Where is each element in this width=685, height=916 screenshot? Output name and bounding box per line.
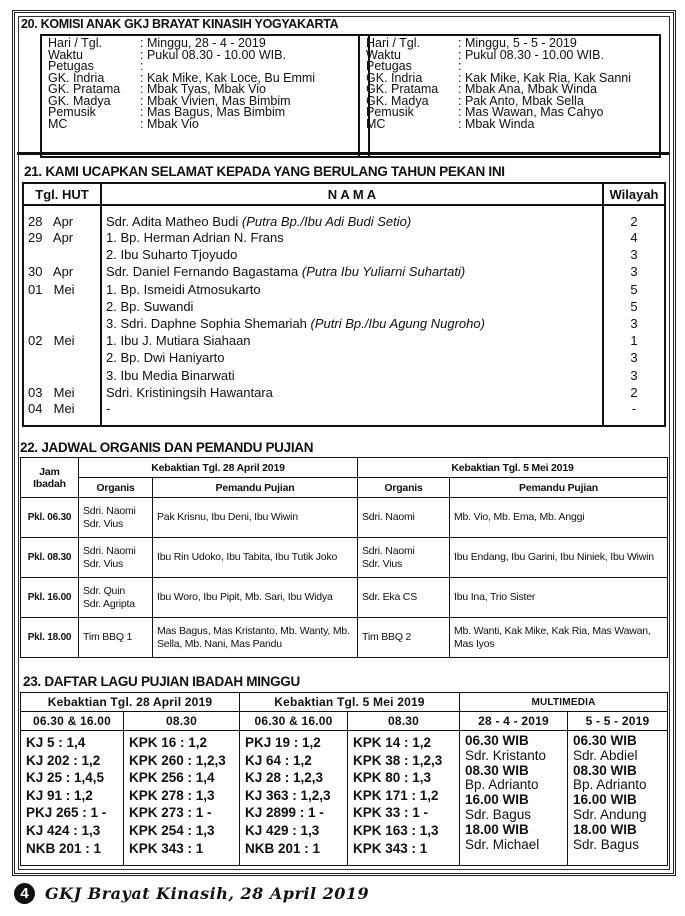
song-entry: KPK 80 : 1,3 — [353, 770, 432, 786]
pemandu-28-april: Ibu Woro, Ibu Pipit, Mb. Sari, Ibu Widya — [153, 578, 358, 618]
songs-28-april-early — [21, 731, 124, 866]
birthday-row — [23, 315, 665, 332]
organist-name: Sdri. Naomi — [83, 504, 136, 517]
birthday-wilayah: 2 — [603, 384, 665, 401]
schedule-value: : Mbak Vio — [140, 119, 199, 131]
birthday-table-header — [23, 183, 665, 205]
schedule-value: : Kak Mike, Kak Ria, Kak Sanni — [458, 73, 631, 85]
header-organis-1: Organis — [79, 478, 153, 498]
organist-name: Sdr. Agripta — [83, 597, 135, 610]
schedule-label: GK. Pratama — [366, 82, 439, 96]
schedule-box-5-mei — [358, 34, 661, 158]
multimedia-person: Bp. Adrianto — [573, 777, 647, 793]
multimedia-person: Sdr. Andung — [573, 806, 647, 822]
multimedia-person: Sdr. Bagus — [465, 806, 532, 822]
birthday-day: 03 — [28, 384, 43, 400]
service-time: Pkl. 06.30 — [21, 498, 79, 538]
birthday-row — [23, 367, 665, 384]
birthday-name-cell — [101, 401, 603, 426]
birthday-name-cell — [101, 367, 603, 384]
multimedia-person: Sdr. Bagus — [573, 836, 640, 852]
birthday-row — [23, 246, 665, 263]
song-entry: KPK 343 : 1 — [353, 840, 428, 856]
birthday-date — [23, 205, 101, 229]
header-s1-0830: 08.30 — [124, 712, 240, 731]
schedule-label: GK. Indria — [366, 70, 423, 85]
song-entry: KPK 273 : 1 - — [129, 805, 212, 821]
birthday-wilayah: 5 — [603, 298, 665, 315]
organist-row — [21, 578, 668, 618]
page-number-badge: 4 — [14, 883, 35, 904]
header-s2-0830: 08.30 — [348, 712, 460, 731]
birthday-wilayah: 3 — [603, 367, 665, 384]
birthday-note: (Putra Bp./Ibu Adi Budi Setio) — [241, 213, 412, 229]
birthday-wilayah: 3 — [603, 315, 665, 332]
section-20-title: 20. KOMISI ANAK GKJ BRAYAT KINASIH YOGYAKARTA — [21, 17, 339, 31]
birthday-row — [23, 349, 665, 366]
song-entry: KPK 171 : 1,2 — [353, 787, 439, 803]
schedule-label: Waktu — [366, 47, 401, 62]
birthday-day: 04 — [28, 401, 43, 417]
schedule-row — [366, 116, 653, 131]
birthday-date — [23, 349, 101, 366]
birthday-date — [23, 298, 101, 315]
song-entry: KPK 343 : 1 — [129, 840, 204, 856]
birthday-day: 01 — [28, 281, 43, 297]
organist-name: Sdr. Vius — [83, 517, 124, 530]
birthday-date — [23, 281, 101, 298]
birthday-month: Mei — [53, 384, 75, 400]
header-jam: Jam — [39, 465, 60, 478]
birthday-day: 30 — [28, 264, 43, 280]
birthday-name: 3. Sdri. Daphne Sophia Shemariah — [106, 316, 307, 332]
birthday-month: Apr — [52, 264, 74, 280]
birthday-row — [23, 281, 665, 298]
schedule-label: Pemusik — [366, 105, 414, 119]
schedule-row — [48, 116, 362, 131]
organist-28-april — [79, 538, 153, 578]
organist-5-mei — [358, 578, 450, 618]
birthday-name-cell — [101, 332, 603, 349]
birthday-date — [23, 263, 101, 280]
birthday-month: Apr — [52, 213, 74, 229]
organist-name: Sdri. Naomi — [362, 511, 415, 523]
schedule-row — [48, 47, 362, 62]
pemandu-5-mei: Ibu Endang, Ibu Garini, Ibu Niniek, Ibu Wiwin — [450, 538, 668, 578]
song-entry: KPK 163 : 1,3 — [353, 822, 439, 838]
song-entry: KPK 254 : 1,3 — [129, 822, 215, 838]
multimedia-time: 06.30 WIB — [465, 733, 529, 748]
schedule-label: Petugas — [48, 59, 94, 73]
header-pemandu-1: Pemandu Pujian — [153, 478, 358, 498]
song-entry: KJ 202 : 1,2 — [26, 752, 101, 768]
birthday-name-cell — [101, 263, 603, 280]
schedule-label: Petugas — [366, 59, 412, 73]
birthday-row — [23, 229, 665, 246]
schedule-value: : Minggu, 28 - 4 - 2019 — [140, 38, 266, 50]
song-entry: KJ 91 : 1,2 — [26, 787, 93, 803]
birthday-row — [23, 263, 665, 280]
birthday-row — [23, 298, 665, 315]
birthday-name: 2. Ibu Suharto Tjoyudo — [106, 247, 238, 263]
header-s2-early: 06.30 & 16.00 — [240, 712, 348, 731]
song-entry: NKB 201 : 1 — [245, 840, 321, 856]
birthday-date — [23, 401, 101, 426]
birthday-row — [23, 205, 665, 229]
organist-28-april — [79, 498, 153, 538]
birthday-date — [23, 229, 101, 246]
schedule-value: : Minggu, 5 - 5 - 2019 — [458, 38, 577, 50]
header-service-28-april: Kebaktian Tgl. 28 April 2019 — [79, 458, 358, 478]
song-table — [20, 692, 668, 866]
schedule-label: Pemusik — [48, 105, 96, 119]
song-entry: KJ 64 : 1,2 — [245, 752, 312, 768]
schedule-value: : Pak Anto, Mbak Sella — [458, 96, 584, 108]
birthday-month: Mei — [53, 281, 75, 297]
pemandu-28-april: Pak Krisnu, Ibu Deni, Ibu Wiwin — [153, 498, 358, 538]
schedule-box-28-april — [40, 34, 370, 158]
header-jam-ibadah — [21, 458, 79, 498]
organist-5-mei — [358, 498, 450, 538]
birthday-name: 2. Bp. Dwi Haniyarto — [106, 350, 225, 366]
schedule-row — [48, 107, 362, 119]
multimedia-time: 18.00 WIB — [465, 821, 529, 837]
schedule-value: : Mbak Tyas, Mbak Vio — [140, 84, 266, 96]
multimedia-person: Sdr. Kristanto — [465, 747, 547, 763]
multimedia-time: 18.00 WIB — [573, 821, 637, 837]
header-ibadah: Ibadah — [33, 477, 66, 490]
pemandu-28-april: Mas Bagus, Mas Kristanto, Mb. Wanty, Mb. Sella, Mb. Nani, Mas Pandu — [153, 618, 358, 658]
song-entry: KJ 2899 : 1 - — [245, 805, 324, 821]
song-entry: KJ 28 : 1,2,3 — [245, 770, 324, 786]
birthday-wilayah: 3 — [603, 349, 665, 366]
organist-row — [21, 618, 668, 658]
birthday-wilayah: - — [603, 401, 665, 426]
song-entry: NKB 201 : 1 — [26, 840, 102, 856]
birthday-name-cell — [101, 281, 603, 298]
birthday-name: 2. Bp. Suwandi — [106, 298, 194, 314]
schedule-label: GK. Pratama — [48, 82, 121, 96]
song-entry: KPK 33 : 1 - — [353, 805, 429, 821]
organist-table — [20, 457, 668, 658]
header-mm-28-april: 28 - 4 - 2019 — [460, 712, 568, 731]
header-pemandu-2: Pemandu Pujian — [450, 478, 668, 498]
schedule-value: : Mas Wawan, Mas Cahyo — [458, 107, 603, 119]
song-entry: KJ 363 : 1,2,3 — [245, 787, 331, 803]
pemandu-28-april: Ibu Rin Udoko, Ibu Tabita, Ibu Tutik Joko — [153, 538, 358, 578]
schedule-label: GK. Madya — [366, 93, 429, 108]
organist-5-mei — [358, 538, 450, 578]
birthday-wilayah: 5 — [603, 281, 665, 298]
schedule-value: : Kak Mike, Kak Loce, Bu Emmi — [140, 73, 315, 85]
song-entry: PKJ 19 : 1,2 — [245, 735, 321, 750]
schedule-label: GK. Madya — [48, 93, 111, 108]
pemandu-5-mei: Mb. Vio, Mb. Ema, Mb. Anggi — [450, 498, 668, 538]
footer-text: GKJ Brayat Kinasih, 28 April 2019 — [45, 883, 370, 903]
birthday-name-cell — [101, 246, 603, 263]
section-22-title: 22. JADWAL ORGANIS DAN PEMANDU PUJIAN — [20, 440, 314, 455]
birthday-month: Mei — [53, 333, 75, 349]
birthday-row — [23, 384, 665, 401]
birthday-date — [23, 246, 101, 263]
multimedia-time: 06.30 WIB — [573, 733, 637, 748]
song-entry: KJ 424 : 1,3 — [26, 822, 101, 838]
birthday-name-cell — [101, 298, 603, 315]
schedule-label: GK. Indria — [48, 70, 105, 85]
song-entry: KPK 16 : 1,2 — [129, 735, 208, 750]
schedule-label: Hari / Tgl. — [48, 36, 102, 50]
multimedia-28-april — [460, 731, 568, 866]
header-s1-early: 06.30 & 16.00 — [21, 712, 124, 731]
birthday-wilayah: 3 — [603, 246, 665, 263]
multimedia-time: 16.00 WIB — [465, 792, 529, 808]
header-organis-2: Organis — [358, 478, 450, 498]
song-entry: KJ 25 : 1,4,5 — [26, 770, 105, 786]
schedule-value: : Pukul 08.30 - 10.00 WIB. — [140, 50, 286, 62]
birthday-note: (Putra Ibu Yuliarni Suhartati) — [301, 264, 466, 280]
birthday-date — [23, 384, 101, 401]
section-23-title: 23. DAFTAR LAGU PUJIAN IBADAH MINGGU — [23, 674, 300, 689]
organist-row — [21, 538, 668, 578]
organist-row — [21, 498, 668, 538]
organist-name: Tim BBQ 2 — [362, 631, 412, 643]
birthday-wilayah: 2 — [603, 205, 665, 229]
birthday-name-cell — [101, 205, 603, 229]
service-time: Pkl. 08.30 — [21, 538, 79, 578]
birthday-date — [23, 315, 101, 332]
section-divider — [17, 152, 669, 155]
song-entry: KPK 256 : 1,4 — [129, 770, 215, 786]
page-footer — [14, 880, 369, 906]
schedule-label: Waktu — [48, 47, 83, 62]
schedule-label: MC — [366, 116, 386, 131]
header-multimedia: MULTIMEDIA — [460, 693, 668, 712]
birthday-name-cell — [101, 315, 603, 332]
birthday-name: 1. Bp. Herman Adrian N. Frans — [106, 230, 284, 246]
schedule-label: Hari / Tgl. — [366, 36, 420, 50]
birthday-table — [22, 182, 666, 427]
multimedia-person: Bp. Adrianto — [465, 777, 539, 793]
song-entry: KPK 260 : 1,2,3 — [129, 752, 226, 768]
service-time: Pkl. 18.00 — [21, 618, 79, 658]
organist-name: Sdri. Naomi — [362, 544, 415, 557]
multimedia-person: Sdr. Abdiel — [573, 747, 638, 763]
multimedia-time: 16.00 WIB — [573, 792, 637, 808]
birthday-date — [23, 332, 101, 349]
song-entry: KPK 14 : 1,2 — [353, 735, 432, 750]
organist-28-april — [79, 578, 153, 618]
birthday-date — [23, 367, 101, 384]
organist-name: Sdri. Naomi — [83, 544, 136, 557]
pemandu-5-mei: Ibu Ina, Trio Sister — [450, 578, 668, 618]
header-service-28-april: Kebaktian Tgl. 28 April 2019 — [21, 693, 240, 712]
birthday-name: Sdr. Daniel Fernando Bagastama — [106, 264, 299, 280]
songs-5-mei-0830 — [348, 731, 460, 866]
songs-5-mei-early — [240, 731, 348, 866]
organist-5-mei — [358, 618, 450, 658]
service-time: Pkl. 16.00 — [21, 578, 79, 618]
songs-28-april-0830 — [124, 731, 240, 866]
birthday-day: 28 — [28, 213, 43, 229]
birthday-day: 29 — [28, 230, 43, 246]
birthday-name: 3. Ibu Media Binarwati — [106, 367, 235, 383]
birthday-name: Sdr. Adita Matheo Budi — [106, 213, 239, 229]
song-entry: KJ 429 : 1,3 — [245, 822, 320, 838]
birthday-name: - — [106, 401, 111, 417]
section-komisi-anak — [18, 14, 670, 154]
header-wilayah: Wilayah — [603, 183, 665, 205]
birthday-wilayah: 3 — [603, 263, 665, 280]
song-entry: KPK 38 : 1,2,3 — [353, 752, 443, 768]
header-tgl-hut: Tgl. HUT — [23, 183, 101, 205]
organist-name: Sdr. Vius — [362, 557, 403, 570]
birthday-note: (Putri Bp./Ibu Agung Nugroho) — [310, 316, 485, 332]
organist-name: Sdr. Quin — [83, 584, 125, 597]
birthday-day: 02 — [28, 333, 43, 349]
birthday-name-cell — [101, 384, 603, 401]
birthday-name-cell — [101, 229, 603, 246]
birthday-wilayah: 4 — [603, 229, 665, 246]
song-entry: PKJ 265 : 1 - — [26, 805, 107, 821]
song-entry: KJ 5 : 1,4 — [26, 735, 86, 750]
birthday-wilayah: 1 — [603, 332, 665, 349]
multimedia-person: Sdr. Michael — [465, 836, 540, 852]
birthday-row — [23, 332, 665, 349]
birthday-name: 1. Bp. Ismeidi Atmosukarto — [106, 281, 261, 297]
schedule-value: : Mas Bagus, Mas Bimbim — [140, 107, 285, 119]
schedule-value: : Mbak Vivien, Mas Bimbim — [140, 96, 291, 108]
schedule-value: : Mbak Winda — [458, 119, 534, 131]
header-nama: N A M A — [101, 183, 603, 205]
header-mm-5-mei: 5 - 5 - 2019 — [568, 712, 668, 731]
birthday-name: 1. Ibu J. Mutiara Siahaan — [106, 333, 251, 349]
section-21-title: 21. KAMI UCAPKAN SELAMAT KEPADA YANG BERULANG TAHUN PEKAN INI — [24, 164, 505, 179]
schedule-value: : Mbak Ana, Mbak Winda — [458, 84, 597, 96]
organist-name: Sdr. Vius — [83, 557, 124, 570]
header-service-5-mei: Kebaktian Tgl. 5 Mei 2019 — [240, 693, 460, 712]
schedule-value: : Pukul 08.30 - 10.00 WIB. — [458, 50, 604, 62]
multimedia-time: 08.30 WIB — [465, 762, 529, 778]
birthday-month: Apr — [52, 230, 74, 246]
birthday-name: Sdri. Kristiningsih Hawantara — [106, 384, 273, 400]
pemandu-5-mei: Mb. Wanti, Kak Mike, Kak Ria, Mas Wawan, Mas Iyos — [450, 618, 668, 658]
birthday-month: Mei — [53, 401, 75, 417]
header-service-5-mei: Kebaktian Tgl. 5 Mei 2019 — [358, 458, 668, 478]
organist-28-april — [79, 618, 153, 658]
song-entry: KPK 278 : 1,3 — [129, 787, 215, 803]
birthday-row — [23, 401, 665, 426]
multimedia-5-mei — [568, 731, 668, 866]
birthday-name-cell — [101, 349, 603, 366]
multimedia-time: 08.30 WIB — [573, 762, 637, 778]
organist-name: Sdr. Eka CS — [362, 591, 417, 603]
organist-name: Tim BBQ 1 — [83, 631, 133, 643]
schedule-label: MC — [48, 116, 68, 131]
